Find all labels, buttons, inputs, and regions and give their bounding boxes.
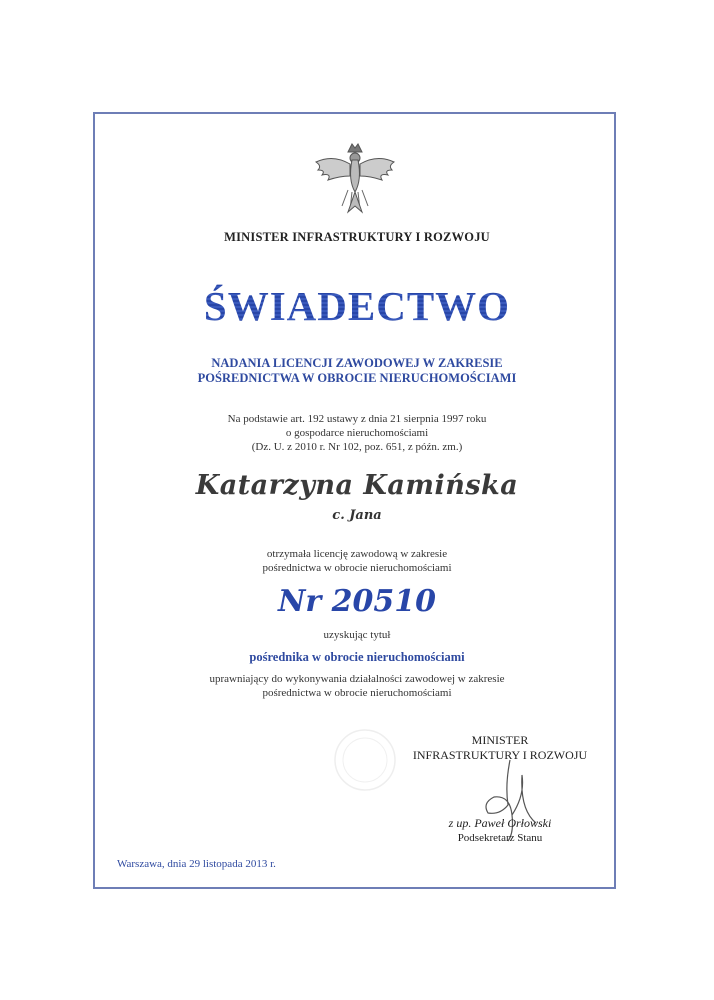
legal-basis-line2: o gospodarce nieruchomościami: [285, 427, 429, 439]
received-line1: otrzymała licencję zawodową w zakresie: [266, 548, 448, 560]
obtaining-title: uzyskując tytuł: [323, 629, 391, 641]
signature-authority-line1: MINISTER: [471, 733, 529, 747]
certificate-subtitle-line1: NADANIA LICENCJI ZAWODOWEJ W ZAKRESIE: [211, 356, 503, 370]
professional-title: pośrednika w obrocie nieruchomościami: [249, 650, 465, 664]
received-line2: pośrednictwa w obrocie nieruchomościami: [262, 562, 452, 574]
entitlement-line1: uprawniający do wykonywania działalności zawodowej w zakresie: [209, 673, 505, 685]
entitlement-line2: pośrednictwa w obrocie nieruchomościami: [262, 687, 452, 699]
polish-eagle-icon: [308, 140, 402, 214]
embossed-seal-icon: [330, 725, 400, 795]
license-number: Nr 20510: [277, 584, 437, 619]
signer-role: Podsekretarz Stanu: [457, 832, 543, 844]
place-and-date: Warszawa, dnia 29 listopada 2013 r.: [117, 858, 276, 870]
legal-basis-line1: Na podstawie art. 192 ustawy z dnia 21 sierpnia 1997 roku: [227, 413, 487, 425]
certificate-title: ŚWIADECTWO: [0, 282, 714, 330]
signature-authority-line2: INFRASTRUKTURY I ROZWOJU: [412, 748, 588, 762]
signer-name: z up. Paweł Orłowski: [448, 816, 552, 830]
legal-basis-line3: (Dz. U. z 2010 r. Nr 102, poz. 651, z późn. zm.): [251, 441, 463, 453]
holder-name: Katarzyna Kamińska: [195, 470, 519, 501]
issuing-authority: MINISTER INFRASTRUKTURY I ROZWOJU: [224, 230, 490, 244]
certificate-subtitle-line2: POŚREDNICTWA W OBROCIE NIERUCHOMOŚCIAMI: [197, 371, 517, 385]
father-name: c. Jana: [332, 508, 382, 523]
